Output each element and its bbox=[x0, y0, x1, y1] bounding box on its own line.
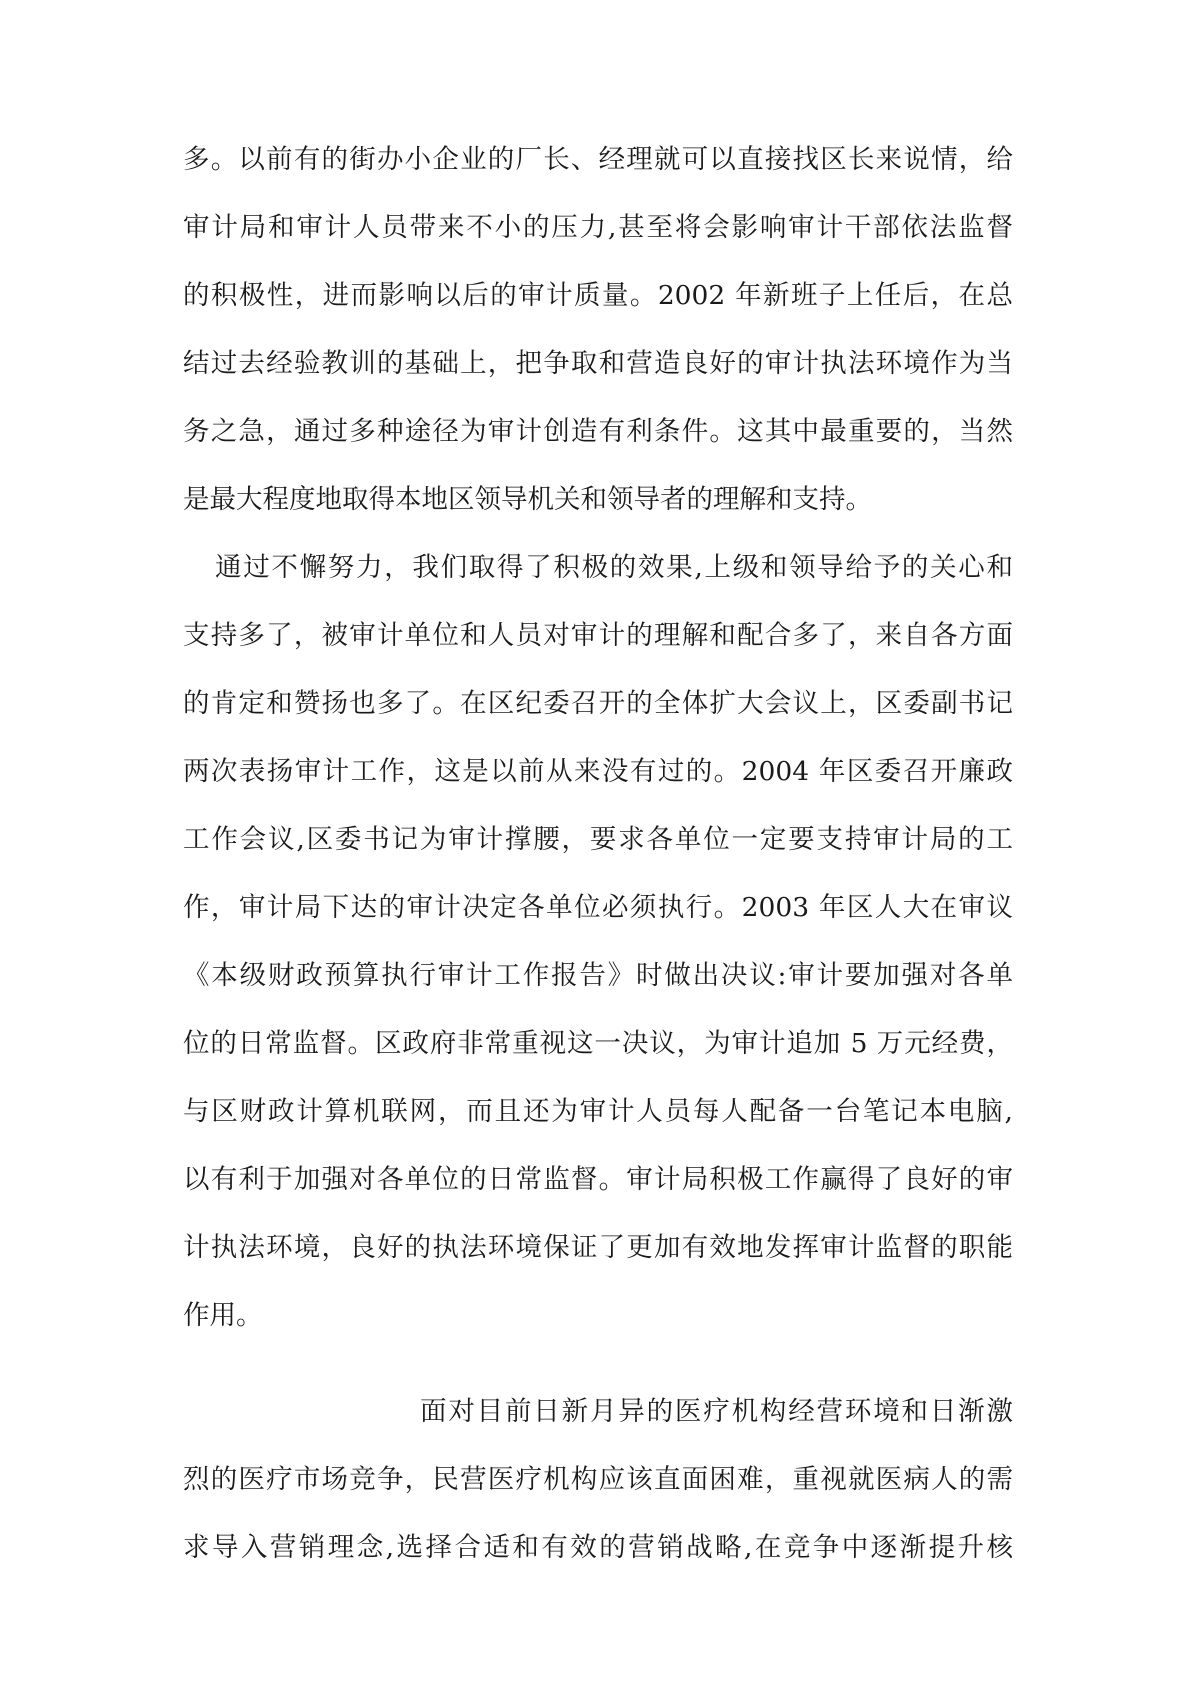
paragraph-1-line-1: 多。以前有的街办小企业的厂长、经理就可以直接找区长来说情，给 bbox=[183, 144, 1013, 175]
paragraph-2-line-3: 的肯定和赞扬也多了。在区纪委召开的全体扩大会议上，区委副书记 bbox=[183, 688, 1013, 719]
paragraph-1-line-5: 务之急，通过多种途径为审计创造有利条件。这其中最重要的，当然 bbox=[183, 416, 1013, 447]
paragraph-3-line-1: 面对目前日新月异的医疗机构经营环境和日渐激 bbox=[420, 1396, 1013, 1427]
paragraph-2-line-8: 位的日常监督。区政府非常重视这一决议，为审计追加 5 万元经费， bbox=[183, 1028, 1013, 1059]
paragraph-2-line-2: 支持多了，被审计单位和人员对审计的理解和配合多了，来自各方面 bbox=[183, 620, 1013, 651]
paragraph-1-line-6: 是最大程度地取得本地区领导机关和领导者的理解和支持。 bbox=[183, 484, 872, 515]
paragraph-2-line-4: 两次表扬审计工作，这是以前从来没有过的。2004 年区委召开廉政 bbox=[183, 756, 1013, 787]
paragraph-1-line-3: 的积极性，进而影响以后的审计质量。2002 年新班子上任后，在总 bbox=[183, 280, 1013, 311]
paragraph-2-line-11: 计执法环境，良好的执法环境保证了更加有效地发挥审计监督的职能 bbox=[183, 1232, 1013, 1263]
paragraph-2-line-10: 以有利于加强对各单位的日常监督。审计局积极工作赢得了良好的审 bbox=[183, 1164, 1013, 1195]
paragraph-2-line-12: 作用。 bbox=[183, 1300, 263, 1331]
paragraph-2-line-6: 作，审计局下达的审计决定各单位必须执行。2003 年区人大在审议 bbox=[183, 892, 1013, 923]
paragraph-1-line-4: 结过去经验教训的基础上，把争取和营造良好的审计执法环境作为当 bbox=[183, 348, 1013, 379]
paragraph-2-line-7: 《本级财政预算执行审计工作报告》时做出决议:审计要加强对各单 bbox=[183, 960, 1013, 991]
paragraph-2-line-1: 通过不懈努力，我们取得了积极的效果,上级和领导给予的关心和 bbox=[215, 552, 1013, 583]
paragraph-2-line-9: 与区财政计算机联网，而且还为审计人员每人配备一台笔记本电脑, bbox=[183, 1096, 1013, 1127]
paragraph-3-line-3: 求导入营销理念,选择合适和有效的营销战略,在竞争中逐渐提升核 bbox=[183, 1532, 1013, 1563]
paragraph-1-line-2: 审计局和审计人员带来不小的压力,甚至将会影响审计干部依法监督 bbox=[183, 212, 1013, 243]
paragraph-3-line-2: 烈的医疗市场竞争，民营医疗机构应该直面困难，重视就医病人的需 bbox=[183, 1464, 1013, 1495]
paragraph-2-line-5: 工作会议,区委书记为审计撑腰，要求各单位一定要支持审计局的工 bbox=[183, 824, 1013, 855]
